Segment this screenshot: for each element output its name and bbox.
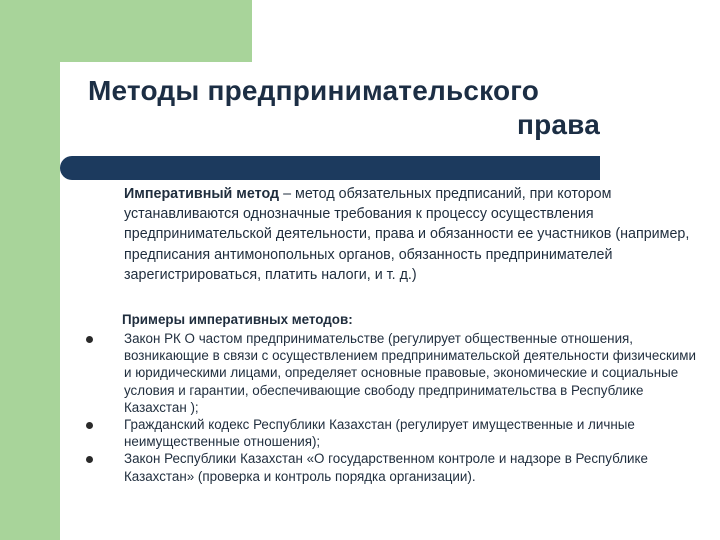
slide-title-line-2: права (516, 109, 600, 140)
top-accent-block (0, 0, 252, 62)
left-accent-bar (0, 0, 60, 540)
bullet-icon (86, 422, 93, 429)
definition-text: – метод обязательных предписаний, при котором устанавливаются однозначные требования к процессу осуществления предпринимательской деятельности, права и обязанности ее участников (например, предписания антимонопольных органов, обязанность предпринимателей зарегистрироваться, платить налоги, и т. д.) (124, 186, 690, 283)
slide-title (88, 74, 600, 142)
bullet-icon (86, 456, 93, 463)
list-item-text: Закон Республики Казахстан «О государственном контроле и надзоре в Республике Казахстан» (проверка и контроль порядка организации). (124, 451, 648, 484)
examples-heading: Примеры императивных методов: (122, 312, 353, 327)
examples-list (84, 330, 704, 485)
list-item-text: Закон РК О частом предпринимательстве (регулирует общественные отношения, возникающие в связи с осуществлением предпринимательской деятельности физическими и юридическими лицами, определяет основные правовые, экономические и социальные условия и гарантии, обеспечивающие свободу предпринимательства в Республике Казахстан ); (124, 331, 696, 415)
list-item (84, 416, 704, 450)
definition-paragraph (124, 184, 694, 285)
slide-title-line-1: Методы предпринимательского (88, 75, 540, 106)
definition-term: Императивный метод (124, 186, 280, 202)
list-item (84, 330, 704, 416)
list-item-text: Гражданский кодекс Республики Казахстан (регулирует имущественные и личные неимущественные отношения); (124, 417, 635, 450)
bullet-icon (86, 336, 93, 343)
list-item (84, 450, 704, 484)
title-divider-bar (60, 156, 600, 180)
